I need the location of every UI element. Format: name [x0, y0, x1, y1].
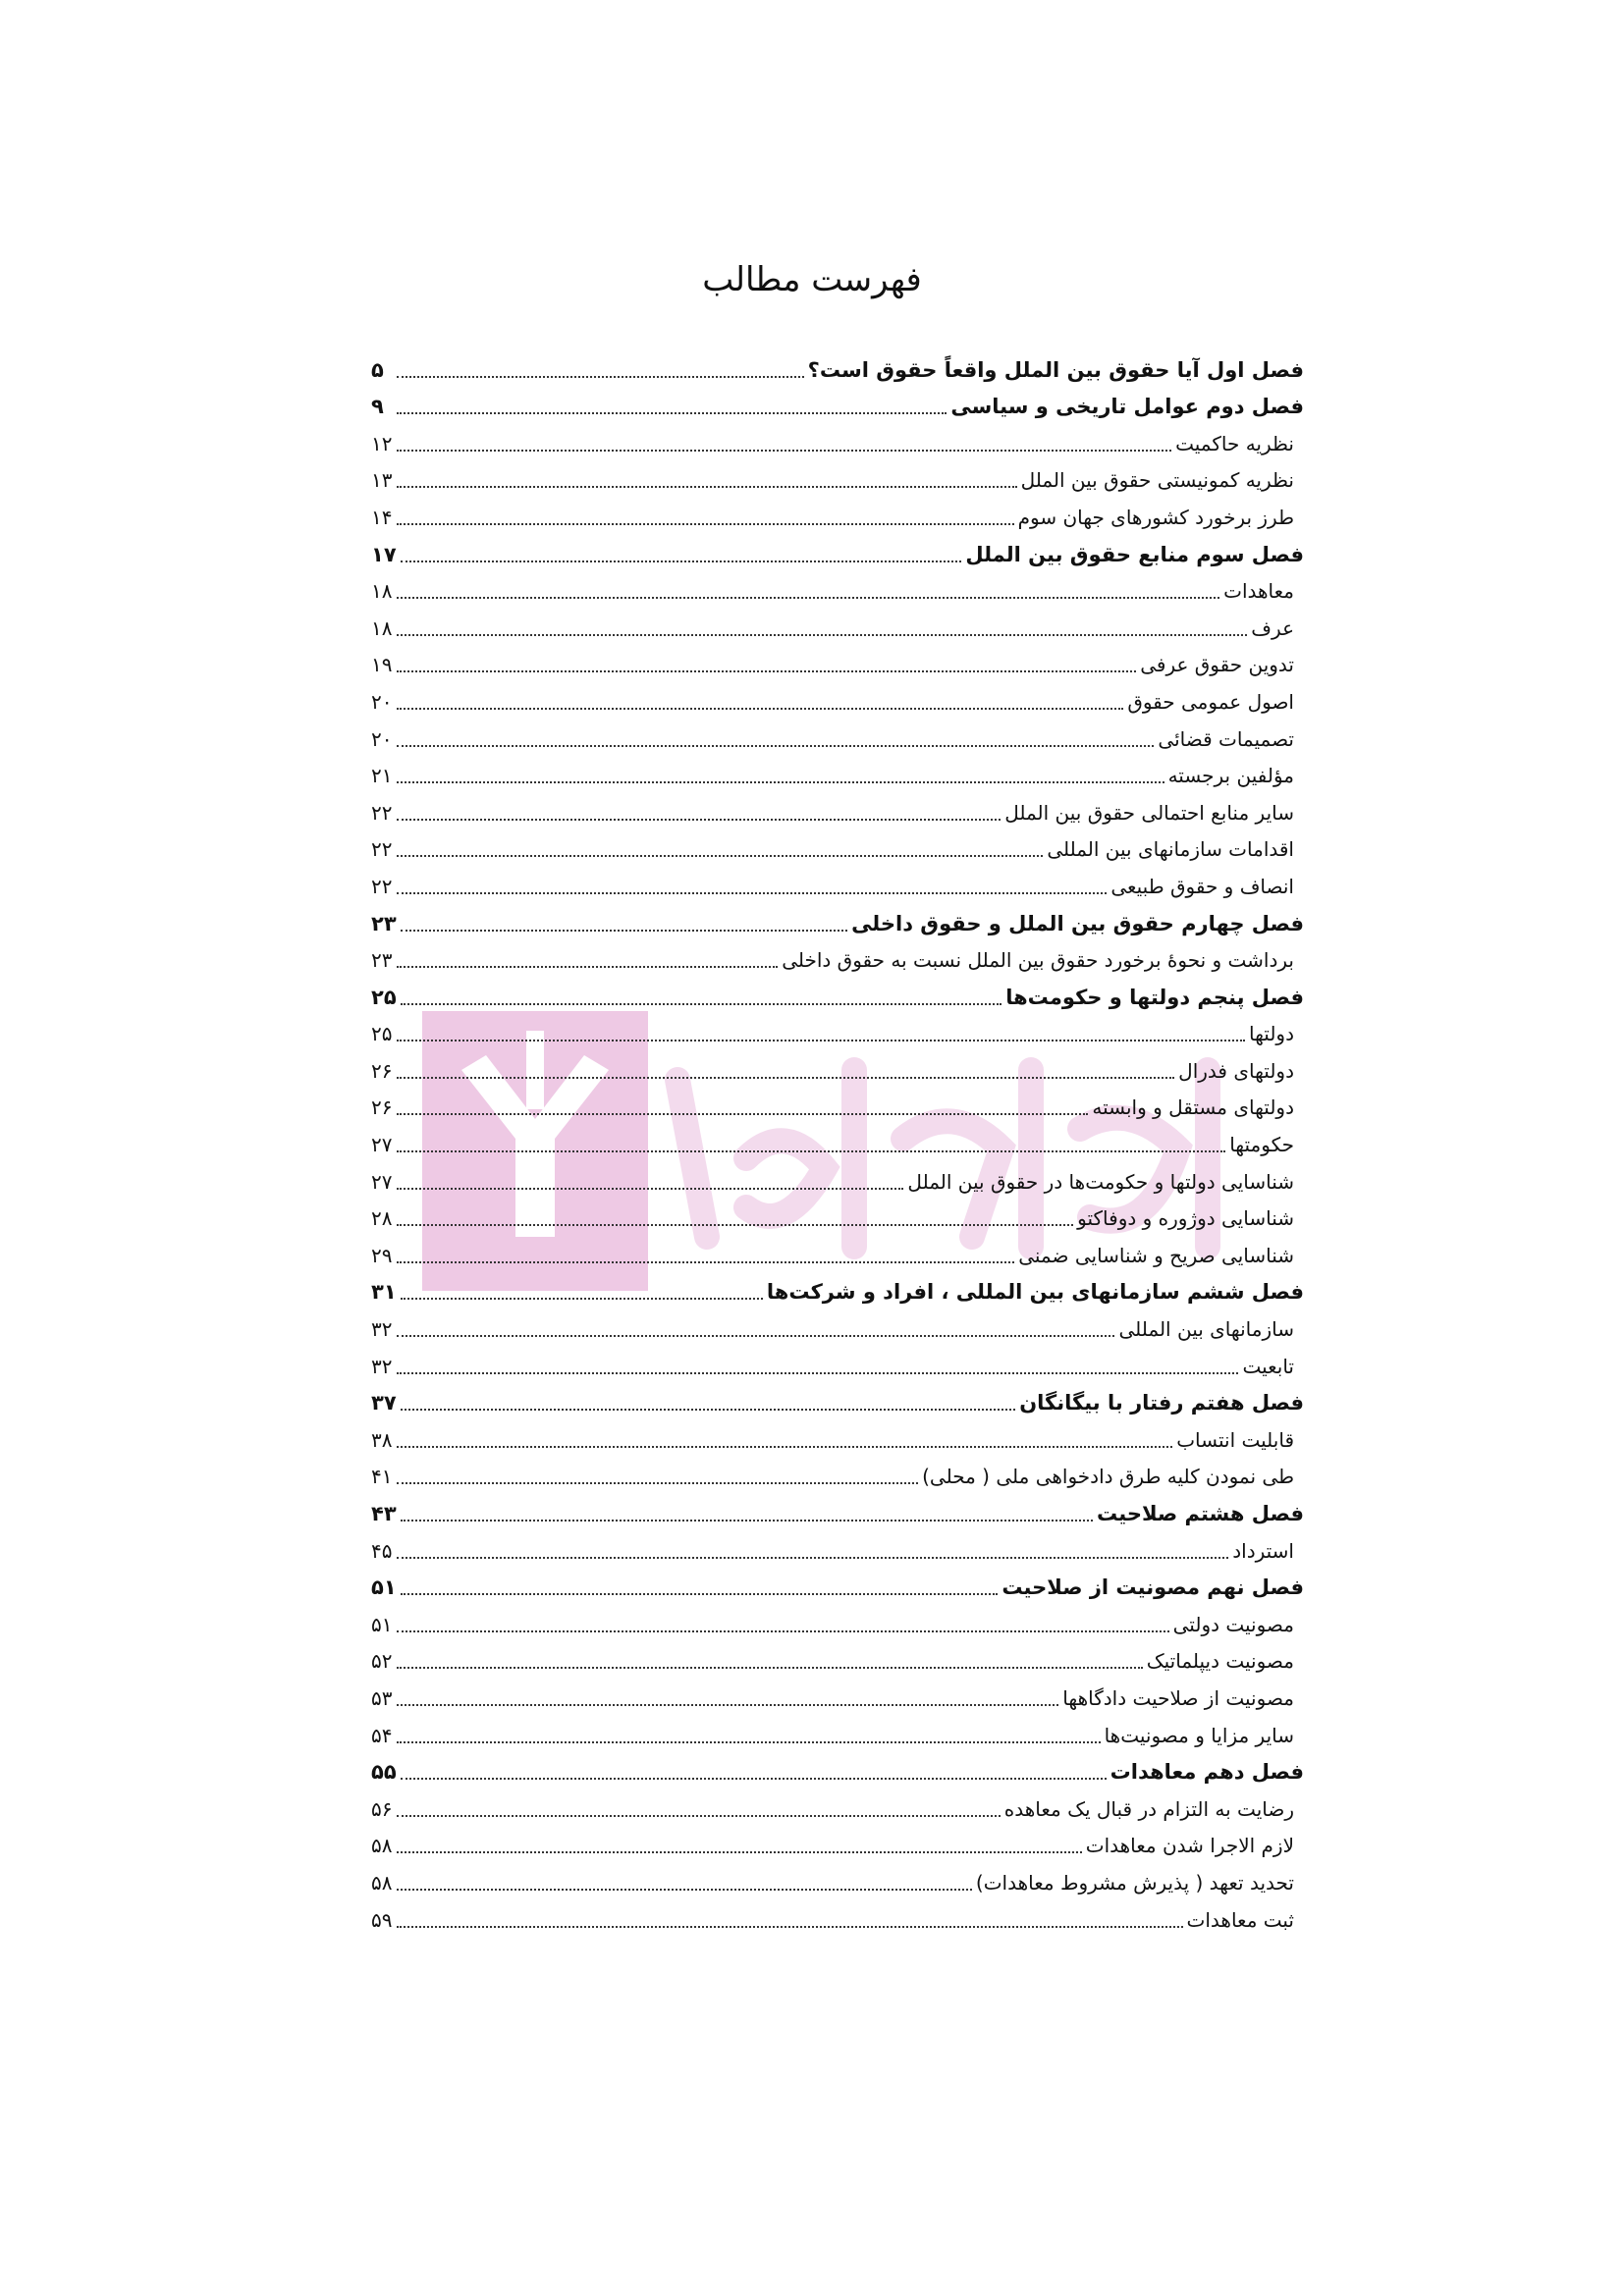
dot-leader — [397, 819, 1001, 821]
dot-leader — [401, 1003, 1002, 1005]
toc-section-row — [371, 1899, 1304, 1937]
toc-chapter-row — [371, 903, 1304, 940]
toc-section-row — [371, 866, 1304, 903]
toc-section-row — [371, 1308, 1304, 1346]
toc-entry-title: فصل چهارم حقوق بین الملل و حقوق داخلی — [851, 911, 1304, 935]
toc-chapter-row — [371, 1493, 1304, 1530]
toc-entry-title: طی نمودن کلیه طرق دادخواهی ملی ( محلی) — [922, 1465, 1294, 1489]
toc-entry-title: قابلیت انتساب — [1176, 1427, 1294, 1452]
toc-entry-title: اقدامات سازمانهای بین المللی — [1047, 837, 1294, 862]
toc-page-number: ۲۵ — [371, 1022, 393, 1046]
dot-leader — [401, 561, 962, 562]
dot-leader — [397, 1630, 1169, 1632]
toc-page-number: ۵ — [371, 357, 384, 382]
toc-section-row — [371, 1826, 1304, 1863]
toc-chapter-row — [371, 534, 1304, 571]
toc-chapter-row — [371, 1568, 1304, 1605]
toc-chapter-row — [371, 387, 1304, 424]
toc-page-number: ۵۸ — [371, 1870, 393, 1895]
toc-section-row — [371, 1715, 1304, 1752]
toc-page-number: ۱۲ — [371, 431, 393, 455]
toc-section-row — [371, 792, 1304, 829]
dot-leader — [397, 1667, 1143, 1669]
toc-page-number: ۵۶ — [371, 1796, 393, 1821]
toc-chapter-row — [371, 977, 1304, 1014]
page-title: فهرست مطالب — [702, 260, 922, 299]
toc-page-number: ۱۸ — [371, 615, 393, 640]
toc-entry-title: تصمیمات قضائی — [1158, 726, 1294, 751]
dot-leader — [397, 781, 1164, 783]
dot-leader — [397, 708, 1123, 710]
dot-leader — [401, 930, 847, 932]
toc-page-number: ۳۲ — [371, 1317, 393, 1342]
dot-leader — [397, 597, 1219, 599]
toc-page-number: ۲۸ — [371, 1206, 393, 1231]
toc-page-number: ۲۲ — [371, 837, 393, 862]
toc-chapter-row — [371, 349, 1304, 387]
toc-section-row — [371, 1199, 1304, 1236]
toc-entry-title: تابعیت — [1242, 1354, 1294, 1378]
dot-leader — [397, 1815, 1001, 1817]
table-of-contents — [371, 349, 1304, 1937]
toc-section-row — [371, 608, 1304, 645]
toc-entry-title: مصونیت از صلاحیت دادگاهها — [1062, 1685, 1294, 1710]
dot-leader — [397, 1704, 1058, 1706]
toc-entry-title: فصل ششم سازمانهای بین المللی ، افراد و شرکت‌ها — [766, 1280, 1304, 1305]
toc-entry-title: طرز برخورد کشورهای جهان سوم — [1017, 505, 1294, 529]
dot-leader — [401, 1298, 763, 1300]
toc-page-number: ۱۸ — [371, 579, 393, 604]
toc-page-number: ۳۱ — [371, 1280, 397, 1305]
dot-leader — [397, 450, 1171, 452]
dot-leader — [397, 1557, 1228, 1559]
toc-entry-title: فصل سوم منابع حقوق بین الملل — [965, 542, 1304, 566]
toc-entry-title: فصل هشتم صلاحیت — [1097, 1502, 1304, 1525]
toc-section-row — [371, 1678, 1304, 1715]
dot-leader — [397, 1741, 1101, 1743]
dot-leader — [401, 1593, 999, 1595]
toc-page-number: ۵۳ — [371, 1685, 393, 1710]
toc-page-number: ۲۵ — [371, 985, 397, 1009]
toc-page-number: ۱۴ — [371, 505, 393, 529]
toc-entry-title: فصل اول آیا حقوق بین الملل واقعاً حقوق است؟ — [807, 357, 1304, 382]
dot-leader — [397, 376, 804, 378]
toc-entry-title: دولتهای مستقل و وابسته — [1092, 1095, 1294, 1120]
toc-page-number: ۲۰ — [371, 689, 393, 714]
toc-chapter-row — [371, 1272, 1304, 1309]
toc-section-row — [371, 1235, 1304, 1272]
toc-section-row — [371, 1604, 1304, 1641]
toc-page-number: ۲۳ — [371, 911, 397, 935]
dot-leader — [397, 1889, 972, 1891]
toc-entry-title: شناسایی دولتها و حکومت‌ها در حقوق بین الملل — [907, 1169, 1294, 1194]
toc-section-row — [371, 1050, 1304, 1088]
toc-entry-title: شناسایی دوژوره و دوفاکتو — [1077, 1206, 1294, 1231]
toc-page-number: ۵۴ — [371, 1723, 393, 1747]
dot-leader — [397, 855, 1043, 857]
toc-page-number: ۳۷ — [371, 1391, 397, 1415]
toc-entry-title: انصاف و حقوق طبیعی — [1110, 874, 1294, 898]
toc-page-number: ۴۵ — [371, 1538, 393, 1563]
toc-section-row — [371, 497, 1304, 534]
toc-entry-title: نظریه کمونیستی حقوق بین الملل — [1020, 468, 1294, 493]
toc-entry-title: ثبت معاهدات — [1186, 1907, 1294, 1932]
toc-page-number: ۲۲ — [371, 874, 393, 898]
toc-page-number: ۴۳ — [371, 1502, 397, 1525]
toc-entry-title: تحدید تعهد ( پذیرش مشروط معاهدات) — [975, 1870, 1294, 1895]
toc-entry-title: تدوین حقوق عرفی — [1140, 653, 1294, 677]
toc-chapter-row — [371, 1752, 1304, 1789]
dot-leader — [397, 745, 1154, 747]
toc-entry-title: فصل پنجم دولتها و حکومت‌ها — [1005, 985, 1304, 1009]
toc-entry-title: سایر منابع احتمالی حقوق بین الملل — [1004, 800, 1294, 825]
dot-leader — [397, 1335, 1114, 1337]
toc-section-row — [371, 1088, 1304, 1125]
toc-page-number: ۵۹ — [371, 1907, 393, 1932]
toc-section-row — [371, 719, 1304, 756]
toc-entry-title: اصول عمومی حقوق — [1127, 689, 1294, 714]
toc-entry-title: برداشت و نحوهٔ برخورد حقوق بین الملل نسبت به حقوق داخلی — [782, 948, 1294, 973]
dot-leader — [397, 1372, 1238, 1374]
dot-leader — [397, 486, 1017, 488]
toc-entry-title: دولتهای فدرال — [1178, 1058, 1294, 1083]
toc-entry-title: عرف — [1251, 615, 1294, 640]
toc-page-number: ۳۲ — [371, 1354, 393, 1378]
toc-entry-title: مصونیت دیپلماتیک — [1146, 1649, 1294, 1674]
toc-section-row — [371, 1530, 1304, 1568]
toc-entry-title: مؤلفین برجسته — [1167, 764, 1294, 788]
toc-section-row — [371, 645, 1304, 682]
toc-page-number: ۵۸ — [371, 1834, 393, 1858]
toc-page-number: ۲۷ — [371, 1133, 393, 1157]
toc-section-row — [371, 423, 1304, 460]
toc-entry-title: دولتها — [1248, 1022, 1294, 1046]
dot-leader — [397, 1040, 1245, 1041]
toc-section-row — [371, 1346, 1304, 1383]
dot-leader — [397, 1261, 1014, 1263]
dot-leader — [397, 1446, 1172, 1448]
toc-page-number: ۵۵ — [371, 1760, 397, 1785]
dot-leader — [401, 1778, 1107, 1780]
dot-leader — [397, 1150, 1225, 1152]
toc-section-row — [371, 1014, 1304, 1051]
toc-page-number: ۹ — [371, 395, 384, 419]
toc-section-row — [371, 1641, 1304, 1679]
dot-leader — [397, 1077, 1174, 1079]
dot-leader — [397, 892, 1107, 894]
toc-entry-title: معاهدات — [1223, 579, 1294, 604]
toc-section-row — [371, 681, 1304, 719]
toc-section-row — [371, 1419, 1304, 1457]
dot-leader — [397, 523, 1014, 525]
toc-section-row — [371, 1124, 1304, 1161]
toc-page-number: ۲۰ — [371, 726, 393, 751]
toc-section-row — [371, 1862, 1304, 1899]
toc-page-number: ۵۱ — [371, 1575, 397, 1600]
toc-entry-title: فصل دهم معاهدات — [1110, 1760, 1304, 1785]
toc-page-number: ۱۷ — [371, 542, 397, 566]
toc-chapter-row — [371, 1383, 1304, 1420]
toc-page-number: ۱۳ — [371, 468, 393, 493]
dot-leader — [397, 1926, 1183, 1928]
toc-section-row — [371, 1161, 1304, 1199]
toc-entry-title: لازم الاجرا شدن معاهدات — [1085, 1834, 1294, 1858]
toc-section-row — [371, 756, 1304, 793]
dot-leader — [397, 412, 947, 414]
toc-page-number: ۲۶ — [371, 1095, 393, 1120]
dot-leader — [397, 1482, 918, 1484]
toc-entry-title: سازمانهای بین المللی — [1118, 1317, 1294, 1342]
dot-leader — [401, 1520, 1093, 1522]
toc-page-number: ۵۲ — [371, 1649, 393, 1674]
toc-entry-title: استرداد — [1232, 1538, 1294, 1563]
toc-page-number: ۲۶ — [371, 1058, 393, 1083]
toc-entry-title: شناسایی صریح و شناسایی ضمنی — [1018, 1243, 1294, 1267]
toc-section-row — [371, 571, 1304, 609]
toc-entry-title: مصونیت دولتی — [1172, 1612, 1294, 1636]
toc-entry-title: سایر مزایا و مصونیت‌ها — [1104, 1723, 1294, 1747]
toc-page-number: ۱۹ — [371, 653, 393, 677]
dot-leader — [397, 1188, 903, 1190]
toc-section-row — [371, 829, 1304, 867]
toc-page-number: ۲۲ — [371, 800, 393, 825]
toc-page-number: ۲۷ — [371, 1169, 393, 1194]
toc-section-row — [371, 1457, 1304, 1494]
toc-page-number: ۲۱ — [371, 764, 393, 788]
toc-section-row — [371, 460, 1304, 498]
toc-entry-title: نظریه حاکمیت — [1175, 431, 1294, 455]
toc-page-number: ۲۹ — [371, 1243, 393, 1267]
toc-page-number: ۵۱ — [371, 1612, 393, 1636]
dot-leader — [397, 670, 1136, 672]
dot-leader — [397, 1224, 1073, 1226]
toc-entry-title: حکومتها — [1229, 1133, 1294, 1157]
dot-leader — [397, 1851, 1082, 1853]
toc-entry-title: فصل دوم عوامل تاریخی و سیاسی — [950, 395, 1304, 419]
toc-section-row — [371, 940, 1304, 978]
toc-section-row — [371, 1789, 1304, 1826]
toc-entry-title: فصل نهم مصونیت از صلاحیت — [1001, 1575, 1304, 1600]
dot-leader — [397, 634, 1247, 636]
toc-entry-title: فصل هفتم رفتار با بیگانگان — [1019, 1391, 1304, 1415]
toc-page-number: ۳۸ — [371, 1427, 393, 1452]
toc-entry-title: رضایت به التزام در قبال یک معاهده — [1003, 1796, 1294, 1821]
toc-page-number: ۲۳ — [371, 948, 393, 973]
toc-page-number: ۴۱ — [371, 1465, 393, 1489]
dot-leader — [397, 966, 778, 968]
dot-leader — [397, 1113, 1088, 1115]
dot-leader — [401, 1409, 1016, 1411]
